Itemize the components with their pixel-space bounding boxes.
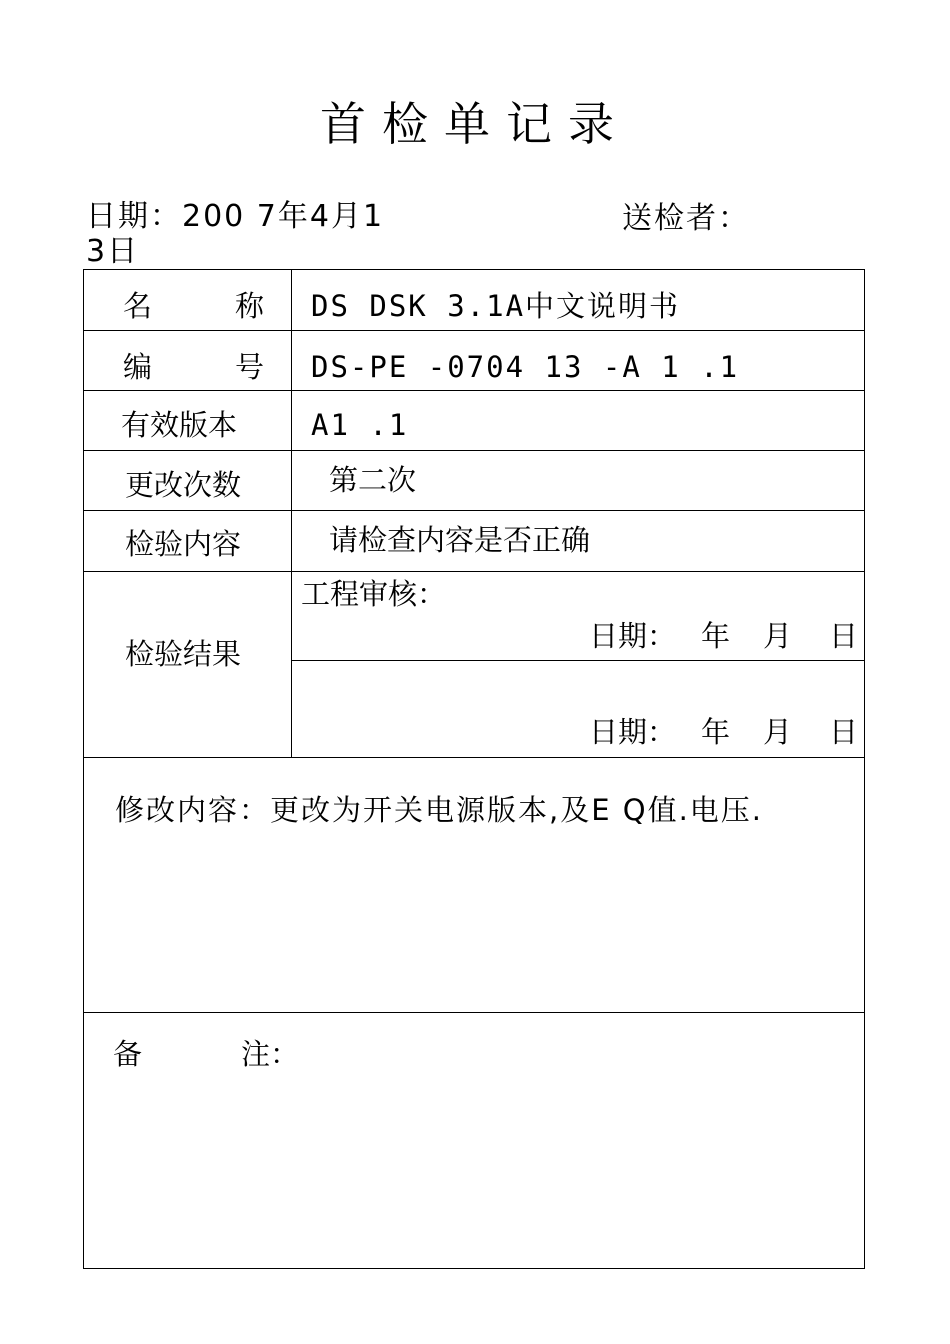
inspector-label: 送检者： [622, 201, 750, 236]
name-value: DS DSK 3.1A中文说明书 [311, 289, 681, 323]
result-date2-month: 月 [763, 715, 793, 749]
date-label: 日期：200 7年4月1 [86, 199, 385, 234]
remarks-label-b: 注： [241, 1037, 300, 1071]
revision-label: 更改次数 [125, 468, 242, 502]
number-value: DS-PE -0704 13 -A 1 .1 [311, 350, 740, 384]
modification-text: 修改内容：更改为开关电源版本,及E Q值.电压. [115, 793, 764, 827]
result-date1-day: 日 [829, 619, 859, 653]
number-label-b: 号 [235, 350, 265, 384]
page-title: 首检单记录 [320, 97, 630, 151]
result-label: 检验结果 [125, 637, 242, 671]
review-label: 工程审核： [301, 577, 447, 611]
result-date2-label: 日期： [589, 715, 677, 749]
revision-value: 第二次 [329, 463, 417, 497]
version-value: A1 .1 [311, 408, 409, 442]
inspection-form [83, 269, 865, 1269]
remarks-label-a: 备 [113, 1037, 143, 1071]
result-date1-label: 日期： [589, 619, 677, 653]
result-date1-year: 年 [701, 619, 731, 653]
result-date1-month: 月 [763, 619, 793, 653]
content-label: 检验内容 [125, 527, 242, 561]
version-label: 有效版本 [121, 408, 238, 442]
content-value: 请检查内容是否正确 [329, 523, 591, 557]
result-date2-day: 日 [829, 715, 859, 749]
name-label-b: 称 [235, 289, 265, 323]
name-label-a: 名 [123, 289, 153, 323]
number-label-a: 编 [123, 350, 153, 384]
result-date2-year: 年 [701, 715, 731, 749]
date-label-wrap: 3日 [86, 234, 140, 269]
